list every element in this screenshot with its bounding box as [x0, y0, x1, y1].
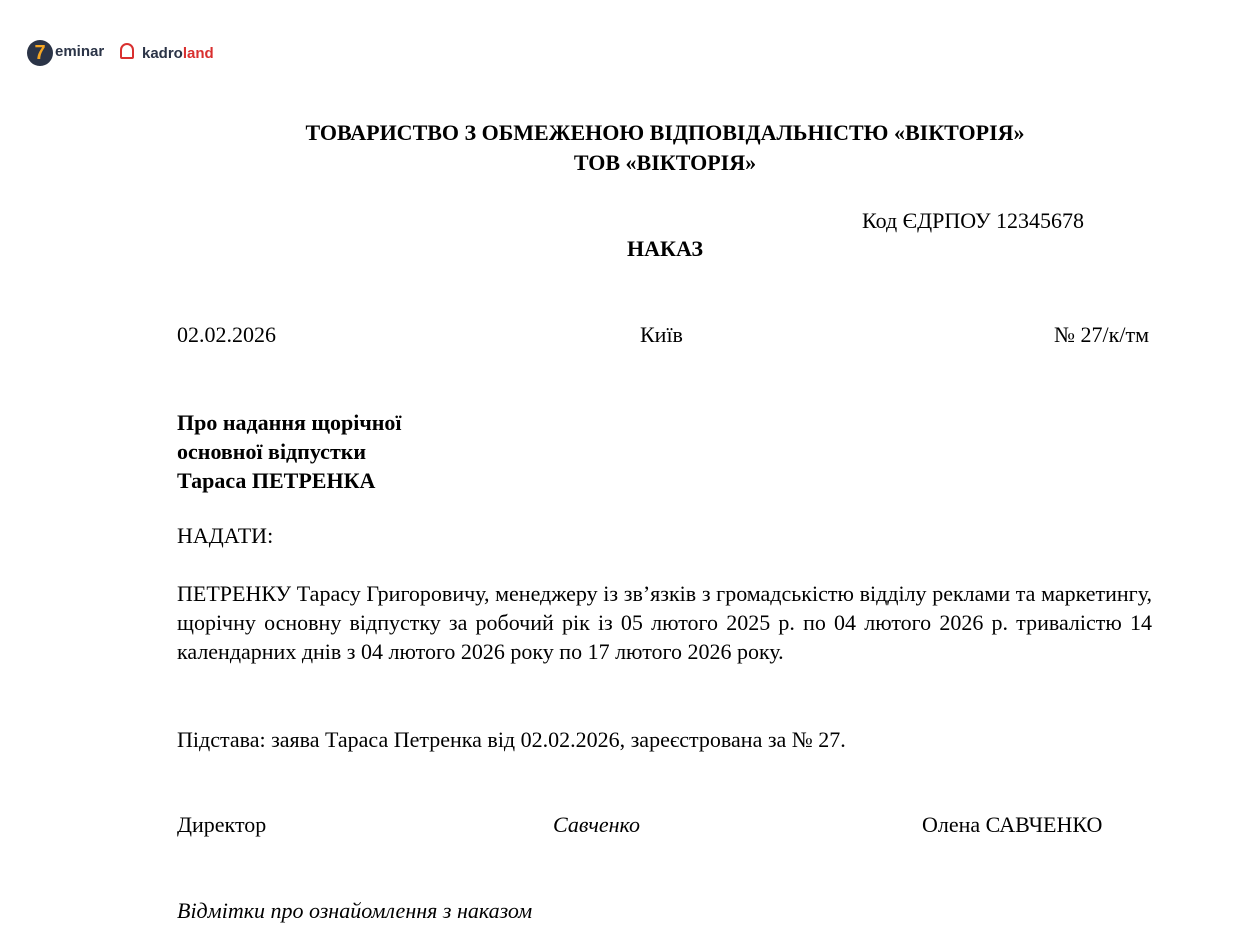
kadroland-logo-b: land	[182, 45, 214, 62]
seminar-logo-icon: 7	[27, 40, 53, 66]
doc-number: № 27/к/тм	[1054, 322, 1149, 347]
org-code: Код ЄДРПОУ 12345678	[862, 208, 1085, 233]
doc-body: ПЕТРЕНКУ Тарасу Григоровичу, менеджеру із зв’язків з громадськістю відділу реклами та маркетингу, щорічну основну відпустку за робочий рік із 05 лютого 2025 р. по 04 лютого 2026 р. тривалістю 14 календарних днів з 04 лютого 2026 року по 17 лютого 2026 року.	[177, 581, 1152, 664]
kadroland-logo	[142, 45, 214, 62]
doc-directive: НАДАТИ:	[177, 523, 274, 548]
doc-city: Київ	[640, 322, 683, 347]
subject-line: Тараса ПЕТРЕНКА	[177, 468, 376, 493]
org-short-name: ТОВ «ВІКТОРІЯ»	[573, 150, 757, 175]
doc-basis: Підстава: заява Тараса Петренка від 02.02.2026, зареєстрована за № 27.	[177, 727, 846, 752]
subject-line: Про надання щорічної	[177, 410, 402, 435]
seminar-logo: eminar	[55, 43, 105, 60]
acknowledgement: Відмітки про ознайомлення з наказом	[177, 898, 533, 923]
doc-subject	[177, 408, 402, 495]
org-full-name: ТОВАРИСТВО З ОБМЕЖЕНОЮ ВІДПОВІДАЛЬНІСТЮ «ВІКТОРІЯ»	[305, 120, 1025, 145]
kadroland-logo-icon	[120, 43, 134, 59]
kadroland-logo-a: kadro	[142, 45, 183, 62]
subject-line: основної відпустки	[177, 439, 367, 464]
signer-position: Директор	[177, 812, 267, 837]
signer-name: Олена САВЧЕНКО	[922, 812, 1103, 837]
doc-date: 02.02.2026	[177, 322, 276, 347]
signature: Савченко	[553, 812, 641, 837]
doc-title: НАКАЗ	[627, 236, 703, 261]
